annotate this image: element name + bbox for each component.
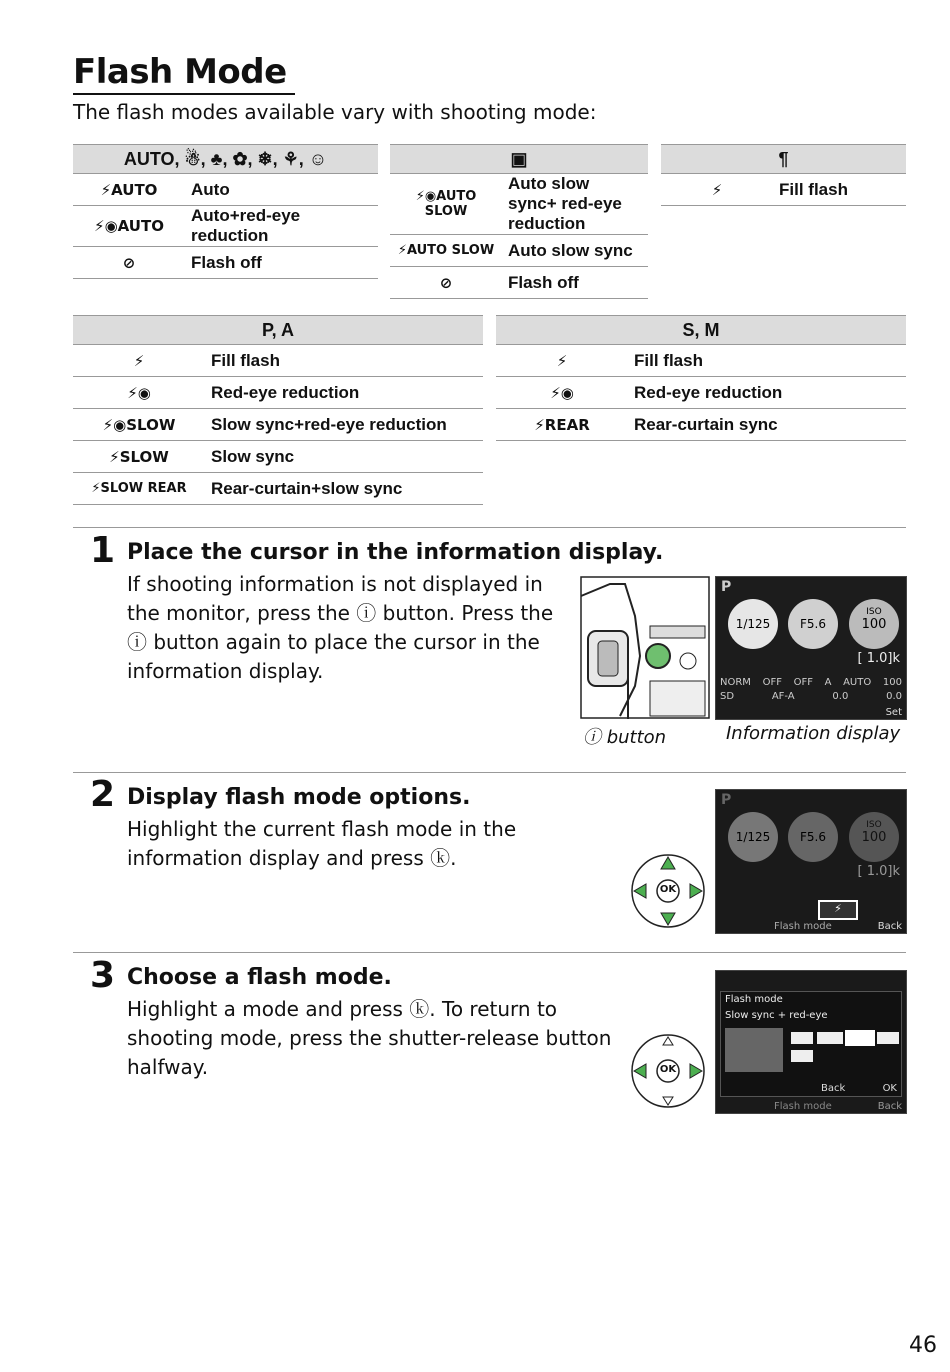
info-value: 0.0 — [832, 691, 849, 702]
step-number: 1 — [90, 530, 116, 571]
multi-selector-icon — [630, 1033, 706, 1109]
table-row — [73, 206, 378, 247]
table-header: S, M — [496, 316, 906, 345]
aperture: F5.6 — [788, 812, 838, 862]
info-value: OFF — [793, 677, 813, 688]
step-heading: Place the cursor in the information display. — [127, 540, 664, 565]
set-hint: Set — [885, 707, 902, 718]
flash-symbol: ⚡ — [73, 345, 205, 377]
flash-label: Rear-curtain+slow sync — [205, 473, 483, 505]
info-row-1 — [720, 677, 902, 688]
flash-symbol: ⚡◉AUTO SLOW — [390, 174, 502, 235]
page-title: Flash Mode — [73, 52, 295, 95]
flash-mode-menu-screen — [715, 970, 907, 1114]
flash-table-food — [661, 144, 906, 206]
ok-label: OK — [659, 884, 677, 895]
info-value: A — [824, 677, 832, 688]
table-row — [73, 473, 483, 505]
information-display-screen — [715, 576, 907, 720]
flash-symbol: ⚡◉AUTO — [73, 206, 185, 247]
step-number: 2 — [90, 774, 116, 815]
flash-symbol: ⚡◉ — [73, 377, 205, 409]
step-number: 3 — [90, 955, 116, 996]
step-heading: Choose a flash mode. — [127, 965, 392, 990]
flash-mode-screen — [715, 789, 907, 934]
exposure-comp: [ 1.0]k — [857, 864, 900, 879]
ok-hint: OK — [882, 1083, 897, 1094]
step-divider — [73, 527, 906, 528]
table-header: P, A — [73, 316, 483, 345]
flash-option[interactable] — [791, 1032, 813, 1044]
back-hint: Back — [877, 1101, 902, 1112]
info-value: 100 — [882, 677, 902, 688]
flash-label: Flash off — [185, 247, 378, 279]
step-body: Highlight a mode and press ⓚ. To return to shooting mode, press the shutter-release button halfway. — [127, 997, 612, 1079]
caption-button: ⓘ button — [583, 727, 667, 748]
step-body: Highlight the current flash mode in the information display and press ⓚ. — [127, 817, 517, 870]
flash-option[interactable] — [791, 1050, 813, 1062]
table-row — [73, 247, 378, 279]
table-header: AUTO, ☃, ♣, ✿, ❄, ⚘, ☺ — [73, 145, 378, 174]
flash-symbol: ⚡AUTO SLOW — [390, 235, 502, 267]
flash-symbol: ⚡◉SLOW — [73, 409, 205, 441]
aperture: F5.6 — [788, 599, 838, 649]
flash-symbol: ⊘ — [73, 247, 185, 279]
shutter-speed: 1/125 — [728, 812, 778, 862]
flash-label: Red-eye reduction — [205, 377, 483, 409]
info-value: 0.0 — [886, 691, 902, 702]
iso-label: ISO — [866, 607, 882, 617]
table-row — [496, 377, 906, 409]
shooting-mode: P — [721, 792, 732, 808]
step-divider — [73, 772, 906, 773]
menu-title: Flash mode — [725, 994, 783, 1005]
camera-back-illustration — [580, 576, 710, 719]
flash-option[interactable] — [877, 1032, 899, 1044]
flash-option[interactable] — [817, 1032, 843, 1044]
step-heading: Display flash mode options. — [127, 785, 471, 810]
step-body: If shooting information is not displayed in the monitor, press the ⓘ button. Press the ⓘ button again to place the cursor in the information display. — [127, 572, 554, 683]
flash-table-night-portrait — [390, 144, 648, 299]
info-value: AF-A — [771, 691, 795, 702]
table-header: ▣ — [390, 145, 648, 174]
flash-table-p-a — [73, 315, 483, 505]
intro-text: The flash modes available vary with shooting mode: — [73, 100, 597, 124]
flash-label: Auto+red-eye reduction — [185, 206, 378, 247]
flash-label: Auto slow sync+ red-eye reduction — [502, 174, 648, 235]
back-hint: Back — [821, 1083, 846, 1094]
flash-option-selected[interactable] — [847, 1032, 873, 1044]
flash-label: Auto slow sync — [502, 235, 648, 267]
flash-label: Red-eye reduction — [628, 377, 906, 409]
flash-mode-label: Flash mode — [774, 1101, 832, 1112]
table-row — [496, 345, 906, 377]
flash-mode-label: Flash mode — [774, 921, 832, 932]
shutter-speed: 1/125 — [728, 599, 778, 649]
flash-table-auto-modes — [73, 144, 378, 279]
flash-symbol: ⊘ — [390, 267, 502, 299]
iso-label: ISO — [866, 820, 882, 830]
flash-symbol: ⚡SLOW REAR — [73, 473, 205, 505]
info-value: OFF — [762, 677, 782, 688]
multi-selector-icon — [630, 853, 706, 929]
table-row — [390, 267, 648, 299]
table-row — [496, 409, 906, 441]
flash-symbol: ⚡◉ — [496, 377, 628, 409]
selected-mode-name: Slow sync + red-eye — [725, 1010, 828, 1021]
flash-symbol: ⚡ — [496, 345, 628, 377]
info-value: NORM — [720, 677, 751, 688]
table-row — [73, 409, 483, 441]
flash-label: Fill flash — [628, 345, 906, 377]
flash-mode-highlight[interactable]: ⚡ — [818, 900, 858, 920]
table-row — [73, 345, 483, 377]
flash-label: Slow sync+red-eye reduction — [205, 409, 483, 441]
flash-label: Fill flash — [773, 174, 906, 206]
table-row — [390, 235, 648, 267]
page-number: 46 — [909, 1333, 937, 1358]
table-row — [73, 377, 483, 409]
table-row — [661, 174, 906, 206]
flash-table-s-m — [496, 315, 906, 441]
table-row — [73, 174, 378, 206]
back-hint: Back — [877, 921, 902, 932]
iso-dial — [849, 812, 899, 862]
info-value: SD — [720, 691, 735, 702]
table-row — [390, 174, 648, 235]
flash-label: Auto — [185, 174, 378, 206]
exposure-comp: [ 1.0]k — [857, 651, 900, 666]
flash-label: Rear-curtain sync — [628, 409, 906, 441]
preview-image — [725, 1028, 783, 1072]
flash-label: Fill flash — [205, 345, 483, 377]
flash-label: Flash off — [502, 267, 648, 299]
flash-symbol: ⚡REAR — [496, 409, 628, 441]
flash-symbol: ⚡AUTO — [73, 174, 185, 206]
flash-label: Slow sync — [205, 441, 483, 473]
flash-symbol: ⚡ — [661, 174, 773, 206]
shooting-mode: P — [721, 579, 732, 595]
step-divider — [73, 952, 906, 953]
iso-value: 100 — [861, 617, 887, 632]
iso-dial — [849, 599, 899, 649]
table-header: ¶ — [661, 145, 906, 174]
iso-value: 100 — [861, 830, 887, 845]
ok-label: OK — [659, 1064, 677, 1075]
flash-symbol: ⚡SLOW — [73, 441, 205, 473]
flash-mode-menu — [720, 991, 902, 1097]
info-row-2 — [720, 691, 902, 702]
info-value: AUTO — [843, 677, 872, 688]
caption-information-display: Information display — [726, 723, 901, 744]
table-row — [73, 441, 483, 473]
